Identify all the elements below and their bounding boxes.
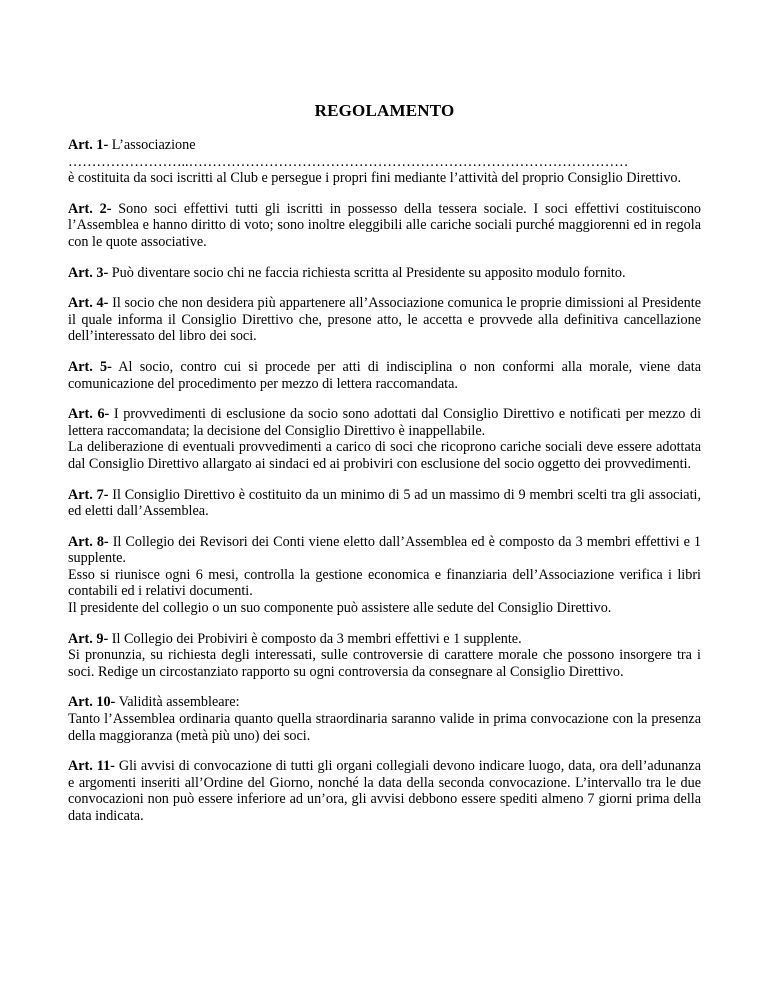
article-6 bbox=[68, 406, 701, 472]
article-3 bbox=[68, 265, 701, 282]
article-label: Art. 11- bbox=[68, 758, 115, 775]
article-8 bbox=[68, 534, 701, 617]
article-4 bbox=[68, 295, 701, 345]
article-list bbox=[68, 137, 701, 839]
article-label: Art. 2- bbox=[68, 200, 112, 217]
article-label: Art. 10- bbox=[68, 694, 116, 711]
article-label: Art. 9- bbox=[68, 630, 109, 647]
article-text: Il socio che non desidera più appartenere all’Associazione comunica le proprie dimissioni al Presidente il quale informa il Consiglio Direttivo che, presone atto, le accetta e provvede alla definitiva cancellazione dell’interessato del libro dei soci. bbox=[68, 295, 701, 345]
article-paragraph: Il presidente del collegio o un suo componente può assistere alle sedute del Consiglio Direttivo. bbox=[68, 600, 612, 617]
article-paragraph: Tanto l’Assemblea ordinaria quanto quella straordinaria saranno valide in prima convocazione con la presenza della maggioranza (metà più uno) dei soci. bbox=[68, 711, 701, 744]
article-2 bbox=[68, 201, 701, 251]
article-paragraph bbox=[68, 631, 701, 648]
article-label: Art. 3- bbox=[68, 264, 109, 281]
article-paragraph bbox=[68, 265, 701, 282]
article-text: Il Collegio dei Probiviri è composto da 3 membri effettivi e 1 supplente. bbox=[111, 630, 522, 647]
article-label: Art. 7- bbox=[68, 486, 109, 503]
article-paragraph: La deliberazione di eventuali provvedimenti a carico di soci che ricoprono cariche sociali deve essere adottata dal Consiglio Direttivo allargato ai sindaci ed ai probiviri con esclusione del socio oggetto dei provvedimenti. bbox=[68, 439, 701, 472]
article-7 bbox=[68, 487, 701, 520]
article-label: Art. 8- bbox=[68, 533, 109, 550]
article-paragraph bbox=[68, 694, 701, 711]
article-paragraph bbox=[68, 201, 701, 251]
article-1 bbox=[68, 137, 701, 187]
article-label: Art. 4- bbox=[68, 295, 109, 312]
article-paragraph: Si pronunzia, su richiesta degli interessati, sulle controversie di carattere morale che possono insorgere tra i soci. Redige un circostanziato rapporto su ogni controversia da consegnare al Consiglio Direttivo. bbox=[68, 647, 701, 680]
article-text: Gli avvisi di convocazione di tutti gli organi collegiali devono indicare luogo, data, ora dell’adunanza e argomenti inseriti all’Ordine del Giorno, nonché la data della seconda convocazione. L’intervallo tra le due convocazioni non può essere inferiore ad un’ora, gli avvisi debbono essere spediti almeno 7 giorni prima della data indicata. bbox=[68, 758, 701, 824]
article-paragraph bbox=[68, 487, 701, 520]
article-label: Art. 1- bbox=[68, 137, 109, 153]
article-paragraph bbox=[68, 137, 701, 154]
article-paragraph bbox=[68, 406, 701, 439]
article-text: Il Collegio dei Revisori dei Conti viene eletto dall’Assemblea ed è composto da 3 membri effettivi e 1 supplente. bbox=[68, 533, 701, 567]
article-text: Sono soci effettivi tutti gli iscritti in possesso della tessera sociale. I soci effettivi costituiscono l’Assemblea e hanno diritto di voto; sono inoltre eleggibili alle cariche sociali purché maggiorenni ed in regola con le quote associative. bbox=[68, 200, 702, 250]
article-paragraph bbox=[68, 295, 701, 345]
article-paragraph: Esso si riunisce ogni 6 mesi, controlla la gestione economica e finanziaria dell’Associazione verifica i libri contabili ed i relativi documenti. bbox=[68, 566, 701, 600]
article-text: Al socio, contro cui si procede per atti di indisciplina o non conformi alla morale, viene data comunicazione del procedimento per mezzo di lettera raccomandata. bbox=[68, 358, 701, 392]
article-paragraph: è costituita da soci iscritti al Club e persegue i propri fini mediante l’attività del proprio Consiglio Direttivo. bbox=[68, 170, 682, 187]
article-label: Art. 5- bbox=[68, 358, 112, 375]
article-paragraph bbox=[68, 758, 701, 824]
article-paragraph bbox=[68, 359, 701, 392]
page-title: REGOLAMENTO bbox=[314, 101, 455, 120]
article-paragraph bbox=[68, 534, 701, 567]
article-text: Può diventare socio chi ne faccia richiesta scritta al Presidente su apposito modulo fornito. bbox=[111, 264, 626, 281]
article-5 bbox=[68, 359, 701, 392]
article-text: Il Consiglio Direttivo è costituito da un minimo di 5 ad un massimo di 9 membri scelti tra gli associati, ed eletti dall’Assemblea. bbox=[68, 486, 702, 520]
placeholder-dots: ……………………..………………………………………………………………………………… bbox=[68, 153, 629, 170]
article-9 bbox=[68, 631, 701, 681]
article-text: L’associazione bbox=[111, 137, 196, 153]
article-text: I provvedimenti di esclusione da socio sono adottati dal Consiglio Direttivo e notificati per mezzo di lettera raccomandata; la decisione del Consiglio Direttivo è inappellabile. bbox=[68, 406, 702, 439]
article-text: Validità assembleare: bbox=[118, 694, 240, 711]
article-label: Art. 6- bbox=[68, 406, 110, 423]
article-10 bbox=[68, 694, 701, 744]
article-11 bbox=[68, 758, 701, 824]
